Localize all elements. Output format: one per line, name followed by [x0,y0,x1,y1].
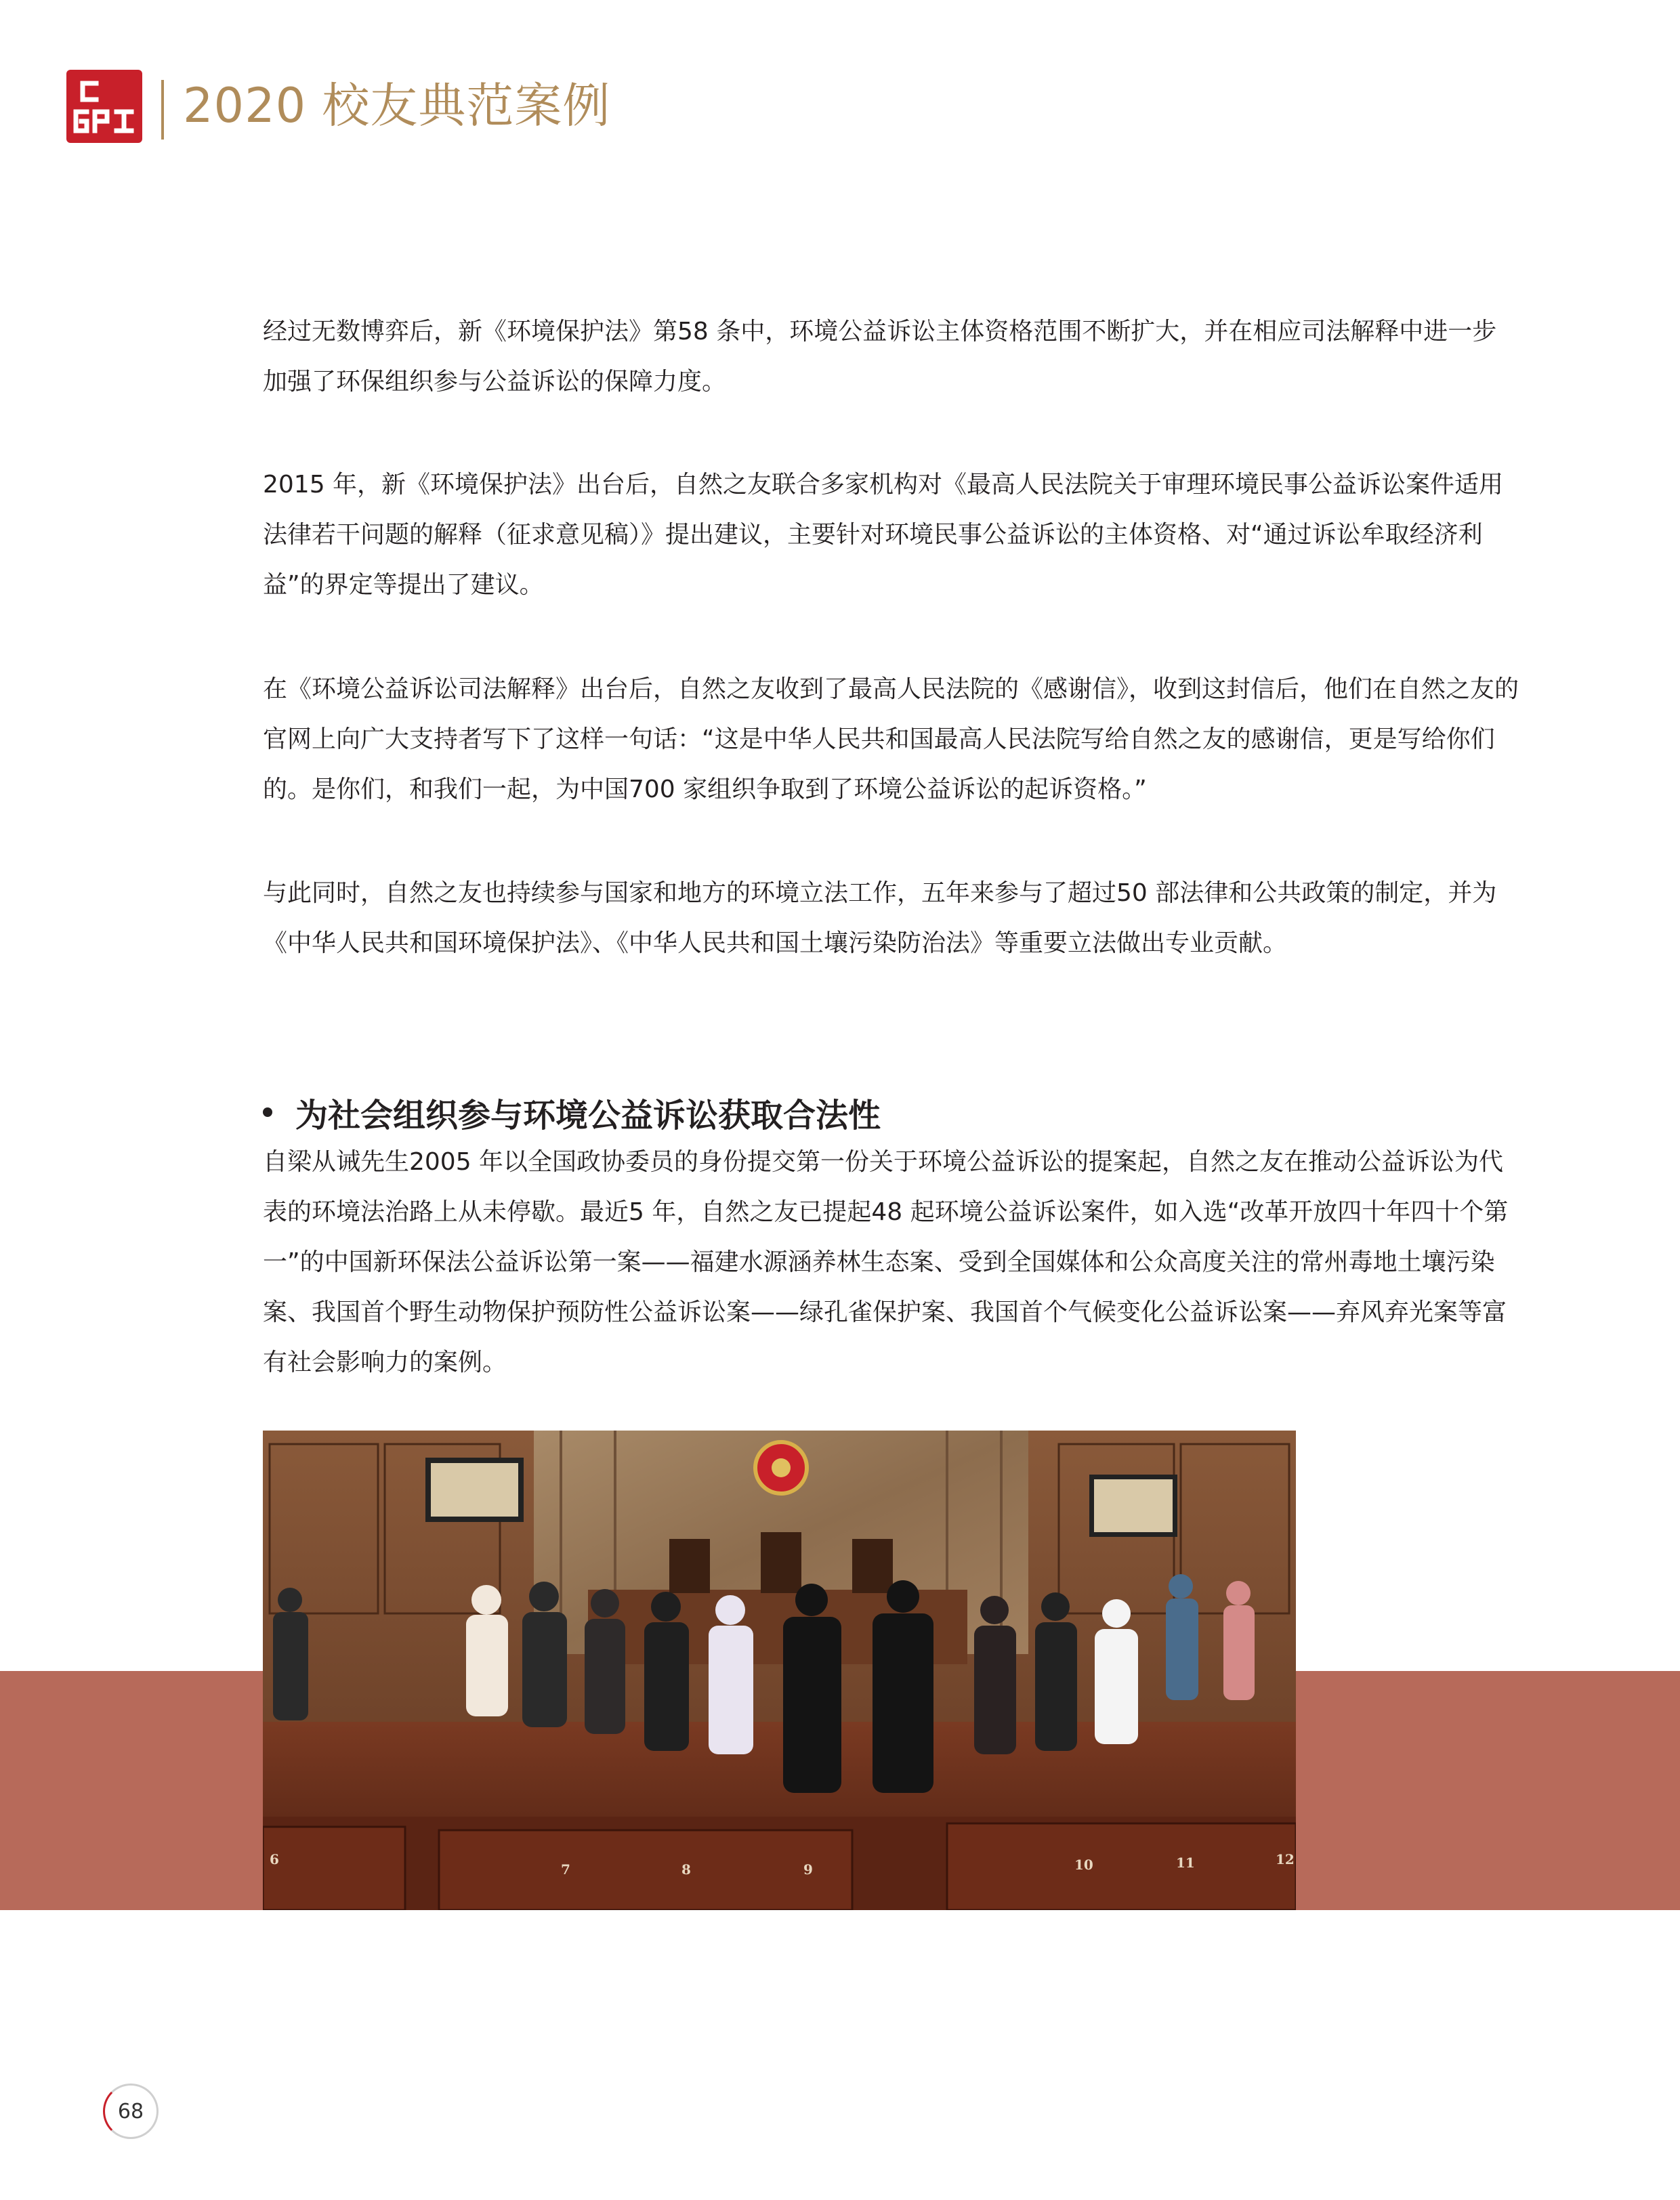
section-heading [263,1085,881,1139]
cgpi-logo [66,70,142,143]
paragraph-3 [263,664,1520,815]
paragraph-1 [263,307,1520,407]
seat-number: 10 [1074,1857,1093,1873]
courtroom-photo [263,1431,1296,1910]
seat-number: 9 [803,1861,813,1878]
header-title: 2020 校友典范案例 [183,78,611,133]
section-body [263,1137,1520,1388]
seat-number: 12 [1276,1851,1295,1867]
seat-number: 7 [561,1861,570,1878]
seat-number: 6 [270,1851,279,1867]
paragraph-2-text: 2015 年，新《环境保护法》出台后，自然之友联合多家机构对《最高人民法院关于审理环境民事公益诉讼案件适用法律若干问题的解释（征求意见稿）》提出建议，主要针对环境民事公益诉讼的主体资格、对“通过诉讼牟取经济利益”的界定等提出了建议。 [263,471,1504,599]
section-heading-text: 为社会组织参与环境公益诉讼获取合法性 [295,1096,881,1135]
paragraph-3-text: 在《环境公益诉讼司法解释》出台后，自然之友收到了最高人民法院的《感谢信》，收到这封信后，他们在自然之友的官网上向广大支持者写下了这样一句话：“这是中华人民共和国最高人民法院写给自然之友的感谢信，更是写给你们的。是你们，和我们一起，为中国700 家组织争取到了环境公益诉讼的起诉资格。” [263,675,1519,803]
header-divider [161,80,164,140]
paragraph-4 [263,868,1520,969]
page-number: 68 [103,2083,159,2139]
section-body-text: 自梁从诫先生2005 年以全国政协委员的身份提交第一份关于环境公益诉讼的提案起，自然之友在推动公益诉讼为代表的环境法治路上从未停歇。最近5 年，自然之友已提起48 起环境公益诉讼案件，如入选“改革开放四十年四十个第一”的中国新环保法公益诉讼第一案——福建水源涵养林生态案、受到全国媒体和公众高度关注的常州毒地土壤污染案、我国首个野生动物保护预防性公益诉讼案——绿孔雀保护案、我国首个气候变化公益诉讼案——弃风弃光案等富有社会影响力的案例。 [263,1148,1509,1376]
paragraph-2 [263,460,1520,610]
paragraph-1-text: 经过无数博弈后，新《环境保护法》第58 条中，环境公益诉讼主体资格范围不断扩大，并在相应司法解释中进一步加强了环保组织参与公益诉讼的保障力度。 [263,318,1497,396]
bullet-icon [263,1107,272,1117]
seat-number: 11 [1176,1855,1195,1871]
paragraph-4-text: 与此同时，自然之友也持续参与国家和地方的环境立法工作，五年来参与了超过50 部法律和公共政策的制定，并为《中华人民共和国环境保护法》、《中华人民共和国土壤污染防治法》等重要立法做出专业贡献。 [263,879,1497,957]
seat-number: 8 [681,1861,691,1878]
